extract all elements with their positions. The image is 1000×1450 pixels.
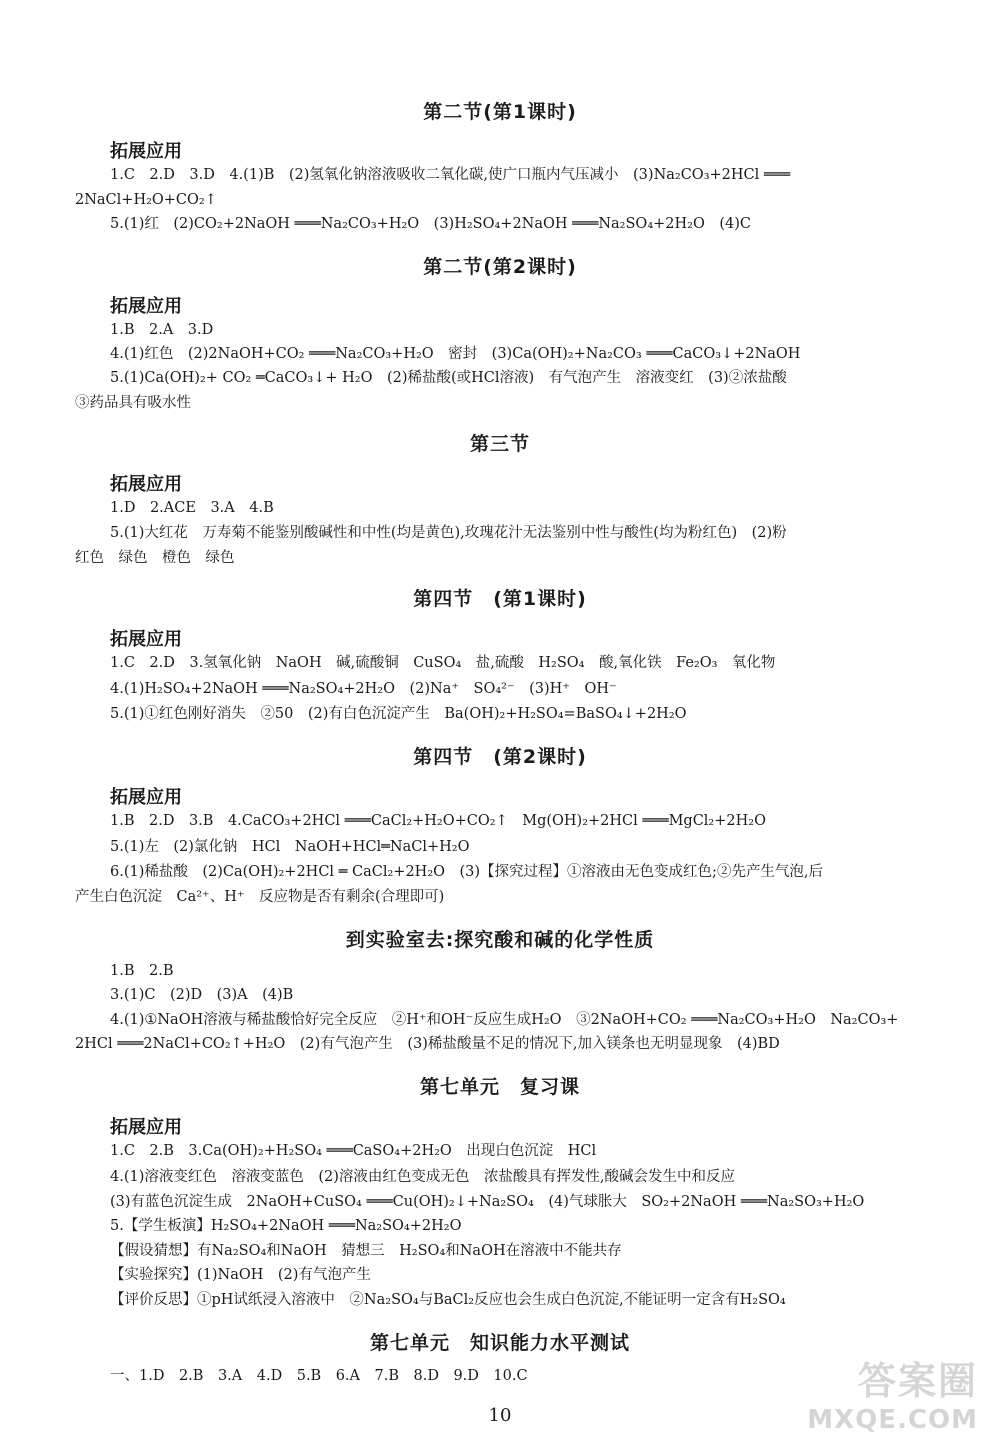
answer-line: 1.C 2.D 3.D 4.(1)B (2)氢氧化钠溶液吸收二氧化碳,使广口瓶内气压减小 (3)Na₂CO₃+2HCl ═══ — [110, 167, 791, 183]
section-subtitle: 拓展应用 — [110, 474, 182, 495]
answer-line: 3.(1)C (2)D (3)A (4)B — [110, 987, 294, 1003]
answer-line: 1.C 2.B 3.Ca(OH)₂+H₂SO₄ ═══CaSO₄+2H₂O 出现白色沉淀 HCl — [110, 1143, 597, 1159]
answer-line: 4.(1)溶液变红色 溶液变蓝色 (2)溶液由红色变成无色 浓盐酸具有挥发性,酸碱会发生中和反应 — [110, 1169, 736, 1185]
section-subtitle: 拓展应用 — [110, 141, 182, 162]
section-title: 第三节 — [469, 433, 530, 455]
answer-line: (3)有蓝色沉淀生成 2NaOH+CuSO₄ ═══Cu(OH)₂↓+Na₂SO₄ (4)气球胀大 SO₂+2NaOH ═══Na₂SO₃+H₂O — [110, 1194, 865, 1210]
section-title: 第二节(第1课时) — [423, 101, 577, 123]
watermark-top-text: 答案圈 — [857, 1359, 978, 1403]
answer-line: 1.B 2.D 3.B 4.CaCO₃+2HCl ═══CaCl₂+H₂O+CO₂↑ Mg(OH)₂+2HCl ═══MgCl₂+2H₂O — [110, 813, 766, 829]
answer-line: 5.(1)大红花 万寿菊不能鉴别酸碱性和中性(均是黄色),玫瑰花汁无法鉴别中性与酸性(均为粉红色) (2)粉 — [110, 525, 787, 541]
answer-line: 1.C 2.D 3.氢氧化钠 NaOH 碱,硫酸铜 CuSO₄ 盐,硫酸 H₂SO₄ 酸,氧化铁 Fe₂O₃ 氧化物 — [110, 655, 776, 671]
answer-line: 4.(1)红色 (2)2NaOH+CO₂ ═══Na₂CO₃+H₂O 密封 (3)Ca(OH)₂+Na₂CO₃ ═══CaCO₃↓+2NaOH — [110, 346, 801, 362]
answer-line: 2NaCl+H₂O+CO₂↑ — [75, 192, 217, 208]
answer-line: 1.B 2.A 3.D — [110, 322, 214, 338]
answer-line: 【假设猜想】有Na₂SO₄和NaOH 猜想三 H₂SO₄和NaOH在溶液中不能共存 — [110, 1243, 622, 1259]
answer-line: 1.B 2.B — [110, 963, 174, 979]
page-number: 10 — [488, 1405, 512, 1426]
section-subtitle: 拓展应用 — [110, 296, 182, 317]
section-subtitle: 拓展应用 — [110, 629, 182, 650]
answer-line: 5.【学生板演】H₂SO₄+2NaOH ═══Na₂SO₄+2H₂O — [110, 1218, 462, 1234]
answer-line: 【评价反思】①pH试纸浸入溶液中 ②Na₂SO₄与BaCl₂反应也会生成白色沉淀,不能证明一定含有H₂SO₄ — [110, 1292, 786, 1308]
answer-line: 6.(1)稀盐酸 (2)Ca(OH)₂+2HCl ═ CaCl₂+2H₂O (3)【探究过程】①溶液由无色变成红色;②先产生气泡,后 — [110, 864, 824, 880]
section-title: 第二节(第2课时) — [423, 256, 577, 278]
watermark-logo — [788, 1350, 978, 1440]
section-title: 第七单元 知识能力水平测试 — [369, 1332, 630, 1354]
section-title: 第四节 (第2课时) — [413, 746, 587, 768]
answer-line: 一、1.D 2.B 3.A 4.D 5.B 6.A 7.B 8.D 9.D 10.C — [110, 1368, 528, 1384]
answer-line: 5.(1)红 (2)CO₂+2NaOH ═══Na₂CO₃+H₂O (3)H₂SO₄+2NaOH ═══Na₂SO₄+2H₂O (4)C — [110, 216, 751, 232]
section-subtitle: 拓展应用 — [110, 1117, 182, 1138]
answer-line: ③药品具有吸水性 — [75, 395, 191, 411]
answer-line: 4.(1)①NaOH溶液与稀盐酸恰好完全反应 ②H⁺和OH⁻反应生成H₂O ③2NaOH+CO₂ ═══Na₂CO₃+H₂O Na₂CO₃+ — [110, 1012, 899, 1028]
section-title: 第四节 (第1课时) — [413, 588, 587, 610]
answer-line: 5.(1)左 (2)氯化钠 HCl NaOH+HCl═NaCl+H₂O — [110, 839, 470, 855]
watermark-bottom-text: MXQE.COM — [807, 1405, 978, 1435]
answer-line: 2HCl ═══2NaCl+CO₂↑+H₂O (2)有气泡产生 (3)稀盐酸量不足的情况下,加入镁条也无明显现象 (4)BD — [75, 1036, 780, 1052]
answer-line: 1.D 2.ACE 3.A 4.B — [110, 500, 274, 516]
section-title: 到实验室去:探究酸和碱的化学性质 — [345, 929, 655, 951]
section-subtitle: 拓展应用 — [110, 787, 182, 808]
answer-line: 5.(1)Ca(OH)₂+ CO₂ ═CaCO₃↓+ H₂O (2)稀盐酸(或HCl溶液) 有气泡产生 溶液变红 (3)②浓盐酸 — [110, 370, 787, 386]
section-title: 第七单元 复习课 — [419, 1076, 580, 1098]
answer-line: 5.(1)①红色刚好消失 ②50 (2)有白色沉淀产生 Ba(OH)₂+H₂SO₄=BaSO₄↓+2H₂O — [110, 706, 687, 722]
answer-line: 红色 绿色 橙色 绿色 — [75, 550, 235, 566]
answer-line: 【实验探究】(1)NaOH (2)有气泡产生 — [110, 1267, 371, 1283]
answer-line: 产生白色沉淀 Ca²⁺、H⁺ 反应物是否有剩余(合理即可) — [75, 889, 445, 905]
answer-line: 4.(1)H₂SO₄+2NaOH ═══Na₂SO₄+2H₂O (2)Na⁺ SO₄²⁻ (3)H⁺ OH⁻ — [110, 681, 617, 697]
